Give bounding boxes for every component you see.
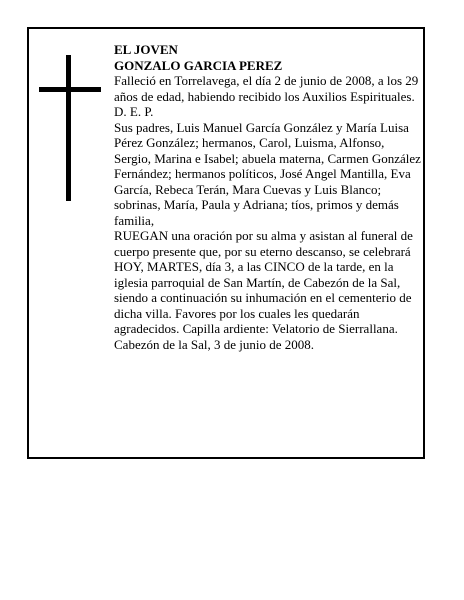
heading-title: EL JOVEN [114, 42, 178, 57]
date-line: Cabezón de la Sal, 3 de junio de 2008. [114, 336, 315, 352]
dep-abbreviation: D. E. P. [114, 104, 154, 119]
cross-horizontal-bar [39, 87, 101, 92]
notice-text [114, 42, 422, 352]
obituary-notice [27, 27, 425, 459]
family-list: Sus padres, Luis Manuel García González y María Luisa Pérez González; hermanos, Carol, Luisma, Alfonso, Sergio, Marina e Isabel; abuela materna, Carmen González Fernández; hermanos políticos, José Angel Mantilla, Eva García, Rebeca Terán, Mara Cuevas y Luis Blanco; sobrinas, María, Paula y Adriana; tíos, primos y demás familia, [114, 119, 421, 228]
funeral-request: RUEGAN una oración por su alma y asistan al funeral de cuerpo presente que, por su eterno descanso, se celebrará HOY, MARTES, día 3, a las CINCO de la tarde, en la iglesia parroquial de San Martín, de Cabezón de la Sal, siendo a continuación su inhumación en el cementerio de dicha villa. Favores por los cuales les quedarán agradecidos. Capilla ardiente: Velatorio de Sierrallana. [114, 228, 413, 336]
deceased-name: GONZALO GARCIA PEREZ [114, 57, 283, 73]
cross-vertical-bar [66, 55, 71, 201]
cross-icon [39, 55, 101, 201]
death-info: Falleció en Torrelavega, el día 2 de junio de 2008, a los 29 años de edad, habiendo recibido los Auxilios Espirituales. [114, 73, 419, 104]
